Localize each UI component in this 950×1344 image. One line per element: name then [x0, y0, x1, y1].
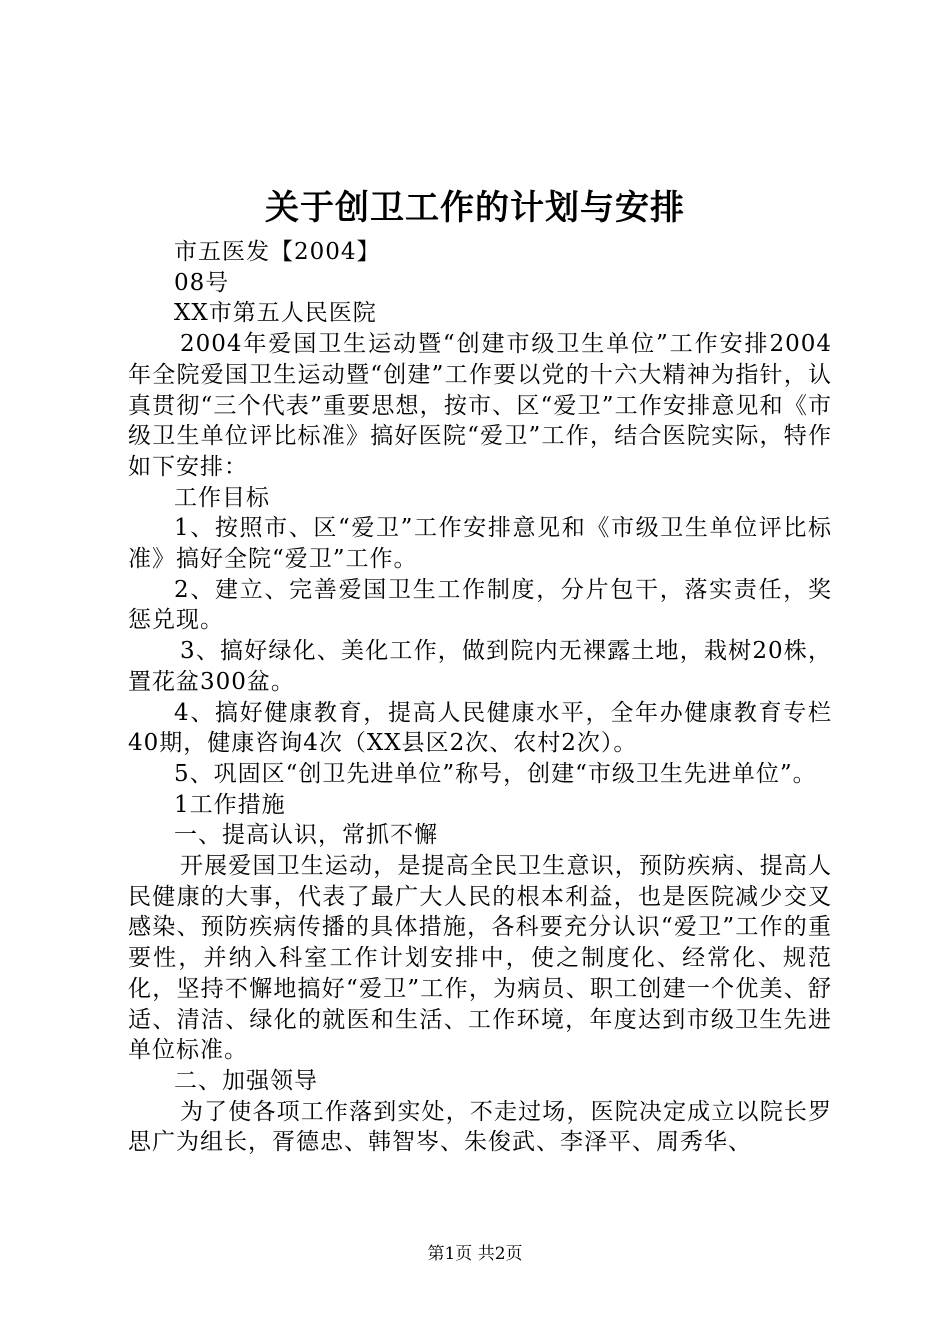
doc-number: 市五医发【2004】: [174, 239, 381, 265]
doc-number-suffix: 08号: [174, 269, 230, 296]
paragraph: 为了使各项工作落到实处，不走过场，医院决定成立以院长罗思广为组长，胥德忠、韩智岑、朱俊武、李泽平、周秀华、: [128, 1098, 832, 1156]
paragraph-intro: 2004年爱国卫生运动暨“创建市级卫生单位”工作安排2004年全院爱国卫生运动暨“创建”工作要以党的十六大精神为指针，认真贯彻“三个代表”重要思想，按市、区“爱卫”工作安排意见和《市级卫生单位评比标准》搞好医院“爱卫”工作，结合医院实际，特作如下安排：: [128, 331, 832, 480]
document-body: [128, 237, 832, 1158]
subheading: 一、提高认识，常抓不懈: [174, 822, 438, 849]
goal-item: 3、搞好绿化、美化工作，做到院内无裸露土地，栽树20株，置花盆300盆。: [128, 638, 832, 695]
issuer: XX市第五人民医院: [174, 300, 377, 327]
goal-item: 2、建立、完善爱国卫生工作制度，分片包干，落实责任，奖惩兑现。: [128, 576, 832, 634]
goal-item: 5、巩固区“创卫先进单位”称号，创建“市级卫生先进单位”。: [174, 760, 817, 787]
goal-item: 1、按照市、区“爱卫”工作安排意见和《市级卫生单位评比标准》搞好全院“爱卫”工作。: [128, 515, 832, 573]
goal-item: 4、搞好健康教育，提高人民健康水平，全年办健康教育专栏40期，健康咨询4次（XX县区2次、农村2次）。: [128, 699, 832, 757]
subheading: 二、加强领导: [174, 1067, 318, 1094]
section-heading-measures: 1工作措施: [174, 791, 286, 818]
section-heading-goals: 工作目标: [174, 484, 270, 511]
document-title: 关于创卫工作的计划与安排: [265, 188, 685, 228]
paragraph: 开展爱国卫生运动，是提高全民卫生意识，预防疾病、提高人民健康的大事，代表了最广大人民的根本利益，也是医院减少交叉感染、预防疾病传播的具体措施，各科要充分认识“爱卫”工作的重要性，并纳入科室工作计划安排中，使之制度化、经常化、规范化，坚持不懈地搞好“爱卫”工作，为病员、职工创建一个优美、舒适、清洁、绿化的就医和生活、工作环境，年度达到市级卫生先进单位标准。: [128, 853, 832, 1064]
page-footer: 第1页 共2页: [427, 1244, 523, 1264]
